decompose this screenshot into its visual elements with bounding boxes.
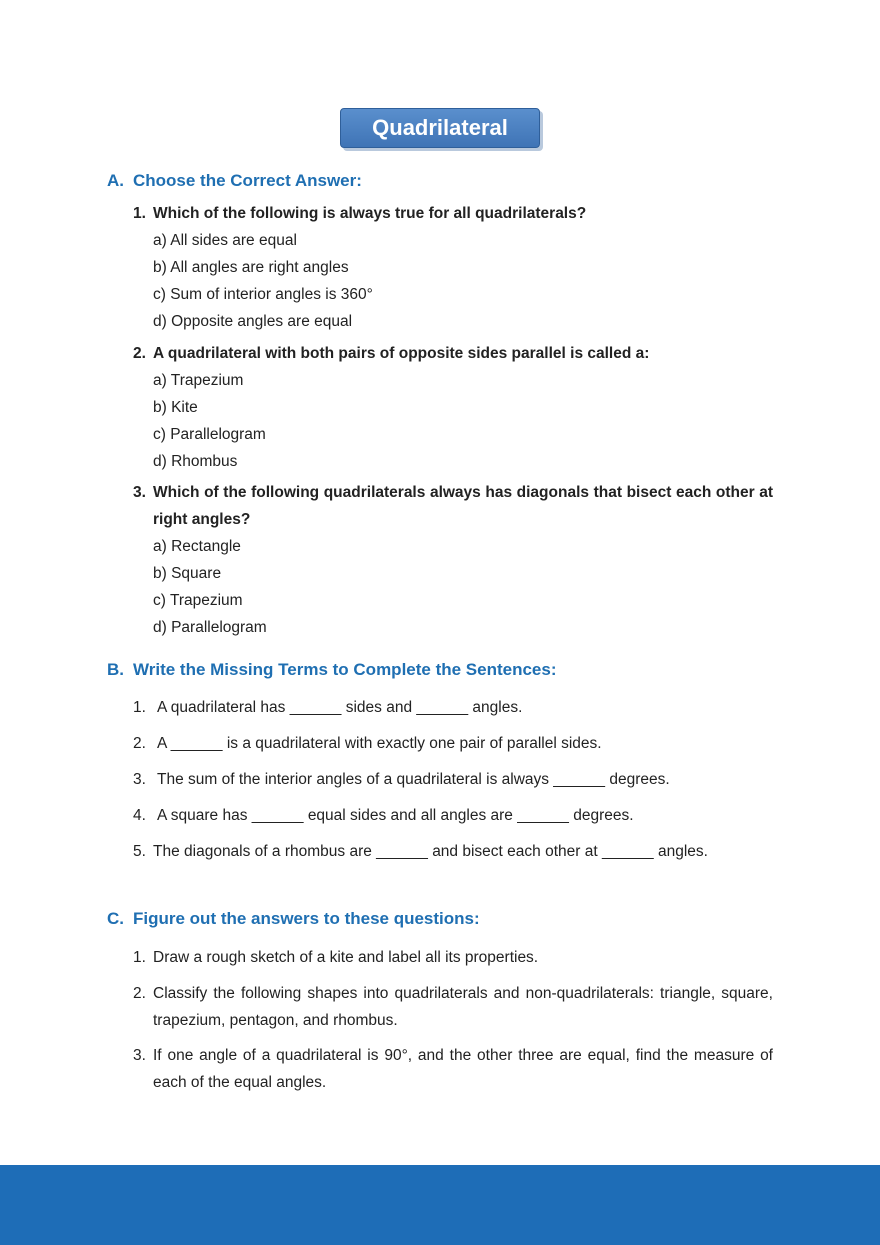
option-a2-d: d) Rhombus: [153, 453, 238, 470]
item-text: Classify the following shapes into quadrilaterals and non-quadrilaterals: triangle, square, trapezium, pentagon, and rhombus.: [153, 985, 773, 1029]
item-number: 4.: [133, 807, 146, 824]
section-b-letter: B.: [107, 660, 124, 679]
question-a2: [133, 340, 773, 367]
footer-bar: [0, 1165, 880, 1245]
item-number: 3.: [133, 1047, 146, 1064]
title-banner: [0, 108, 880, 148]
section-c-letter: C.: [107, 909, 124, 928]
question-number: 1.: [133, 205, 146, 222]
question-a3: [133, 479, 773, 533]
item-number: 3.: [133, 771, 146, 788]
question-a1: [133, 200, 773, 227]
option-a1-c: c) Sum of interior angles is 360°: [153, 286, 373, 303]
question-text: Which of the following is always true for all quadrilaterals?: [153, 205, 587, 222]
item-text: Draw a rough sketch of a kite and label all its properties.: [153, 949, 539, 966]
item-text: If one angle of a quadrilateral is 90°, and the other three are equal, find the measure of each of the equal angles.: [153, 1047, 773, 1091]
option-a2-b: b) Kite: [153, 399, 198, 416]
item-text: The sum of the interior angles of a quadrilateral is always ______ degrees.: [157, 771, 670, 788]
figure-item-1: [133, 944, 773, 971]
section-c-heading: [107, 909, 480, 929]
fill-item-2: [133, 730, 773, 757]
question-text: Which of the following quadrilaterals always has diagonals that bisect each other at right angles?: [153, 484, 773, 528]
item-number: 2.: [133, 735, 146, 752]
option-a1-a: a) All sides are equal: [153, 232, 297, 249]
option-a3-a: a) Rectangle: [153, 538, 241, 555]
figure-item-2: [133, 980, 773, 1034]
option-a3-c: c) Trapezium: [153, 592, 243, 609]
page-title: Quadrilateral: [340, 108, 540, 148]
item-text: A square has ______ equal sides and all angles are ______ degrees.: [157, 807, 634, 824]
section-a-heading: [107, 171, 362, 191]
item-text: A ______ is a quadrilateral with exactly one pair of parallel sides.: [157, 735, 602, 752]
section-b-title: Write the Missing Terms to Complete the Sentences:: [133, 660, 557, 679]
option-a3-b: b) Square: [153, 565, 222, 582]
item-number: 1.: [133, 949, 146, 966]
fill-item-5: [133, 838, 773, 865]
section-a-title: Choose the Correct Answer:: [133, 171, 362, 190]
fill-item-1: [133, 694, 773, 721]
item-text: The diagonals of a rhombus are ______ and bisect each other at ______ angles.: [153, 843, 708, 860]
item-number: 1.: [133, 699, 146, 716]
figure-item-3: [133, 1042, 773, 1096]
fill-item-3: [133, 766, 773, 793]
section-b-heading: [107, 660, 557, 680]
section-a-letter: A.: [107, 171, 124, 190]
option-a2-a: a) Trapezium: [153, 372, 244, 389]
fill-item-4: [133, 802, 773, 829]
item-number: 5.: [133, 843, 146, 860]
option-a2-c: c) Parallelogram: [153, 426, 266, 443]
option-a1-d: d) Opposite angles are equal: [153, 313, 353, 330]
item-number: 2.: [133, 985, 146, 1002]
question-number: 2.: [133, 345, 146, 362]
section-c-title: Figure out the answers to these questions:: [133, 909, 480, 928]
option-a3-d: d) Parallelogram: [153, 619, 267, 636]
option-a1-b: b) All angles are right angles: [153, 259, 349, 276]
question-number: 3.: [133, 484, 146, 501]
item-text: A quadrilateral has ______ sides and ______ angles.: [157, 699, 523, 716]
question-text: A quadrilateral with both pairs of opposite sides parallel is called a:: [153, 345, 650, 362]
